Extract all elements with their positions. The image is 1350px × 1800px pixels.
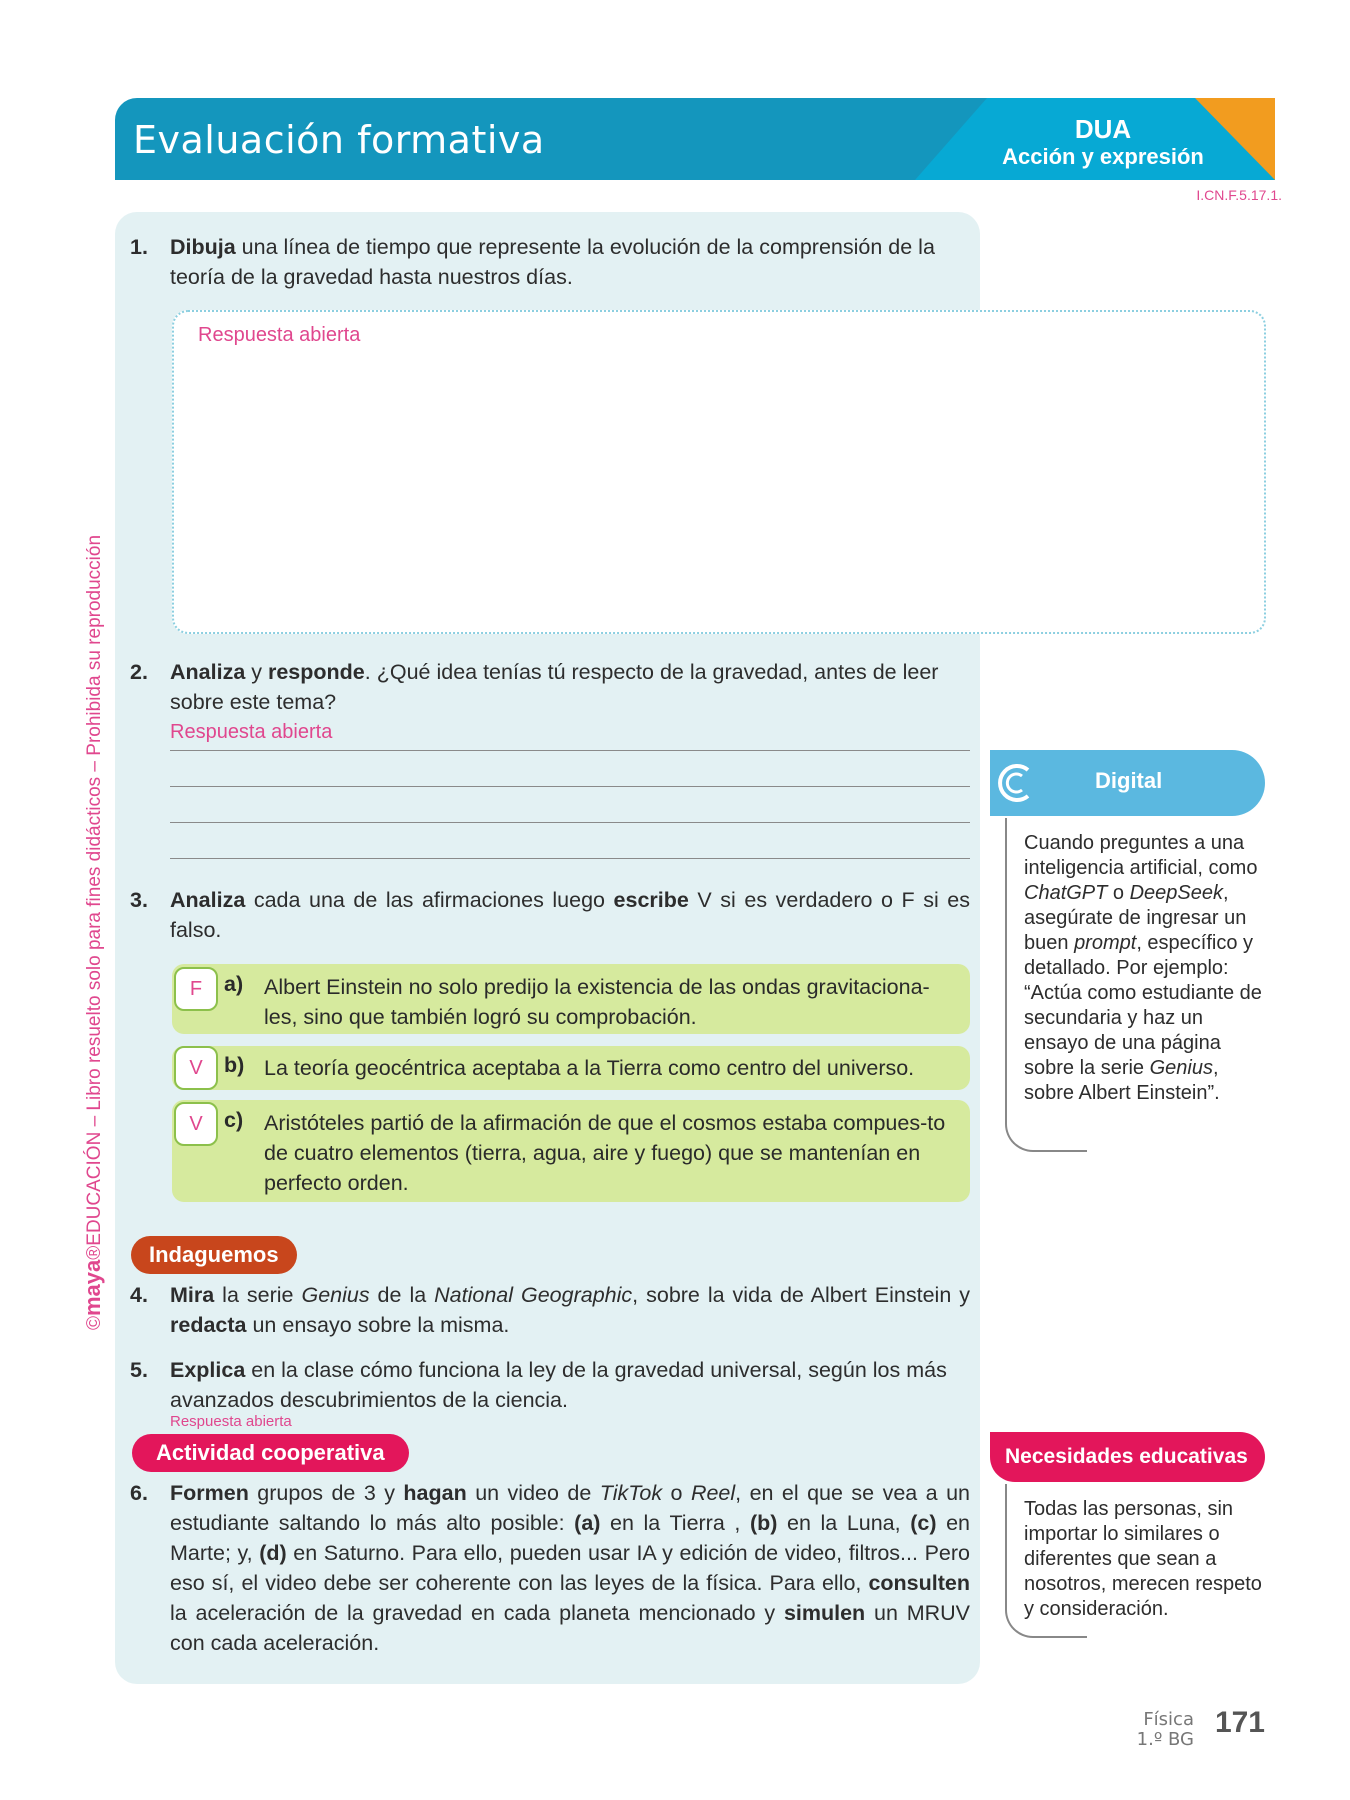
question-text-italic: TikTok [599,1481,663,1505]
digital-text-italic: ChatGPT [1024,882,1108,904]
question-5 [130,1355,970,1415]
question-verb: Formen [170,1481,249,1505]
question-verb: Dibuja [170,235,236,259]
curriculum-code: I.CN.F.5.17.1. [1196,187,1282,203]
option-marker: (c) [910,1511,937,1535]
option-marker: (b) [749,1511,778,1535]
question-text: en la clase cómo funciona la ley de la gravedad universal, según los más avanzados descubrimientos de la ciencia. [170,1358,947,1412]
question-verb: redacta [170,1313,247,1337]
question-text: , en el que se vea a un estudiante saltando lo más alto posible: [170,1481,970,1535]
question-verb: simulen [783,1601,866,1625]
question-1 [130,232,970,292]
question-text: la aceleración de la gravedad en cada planeta mencionado y [170,1601,784,1625]
registered-symbol: ® [84,1245,105,1260]
answer-line[interactable] [170,858,970,859]
question-number: 4. [130,1283,148,1307]
question-text: V si es verdadero o F si es falso. [170,888,970,942]
digital-text-part: o [1107,882,1130,904]
question-text-italic: Genius [301,1283,370,1307]
answer-line[interactable] [170,750,970,751]
option-marker: (d) [259,1541,287,1565]
item-letter: c) [224,1108,244,1132]
digital-text-part: , específico y detallado. Por ejemplo: “Actúa como estudiante de secundaria y haz un ensayo de una página sobre la serie [1024,932,1262,1079]
digital-text [1024,831,1262,1106]
footer-subject [1137,1710,1194,1750]
answer-box[interactable]: V [174,1102,218,1146]
question-number: 3. [130,888,148,912]
necesidades-text: Todas las personas, sin importar lo similares o diferentes que sean a nosotros, merecen respeto y consideración. [1024,1498,1262,1620]
question-number: 2. [130,660,148,684]
question-text-italic: National Geographic [434,1283,633,1307]
digital-label: Digital [1095,768,1163,793]
question-3 [130,885,970,945]
true-false-item [172,1046,970,1090]
question-2 [130,657,970,717]
question-text: , sobre la vida de Albert Einstein y [632,1283,971,1307]
necesidades-label: Necesidades educativas [1005,1445,1248,1468]
question-text: un ensayo sobre la misma. [246,1313,510,1337]
indaguemos-label: Indaguemos [131,1236,297,1274]
question-text: en la Luna, [777,1511,911,1535]
answer-text: Respuesta abierta [170,1413,292,1430]
answer-box[interactable]: V [174,1046,218,1090]
question-text: la serie [214,1283,302,1307]
question-number: 5. [130,1358,148,1382]
answer-line[interactable] [170,786,970,787]
question-verb: Explica [170,1358,246,1382]
item-letter: b) [224,1053,245,1077]
section-header [115,98,1275,180]
copyright-text: EDUCACIÓN – Libro resuelto solo para fines didácticos – Prohibida su reproducción [84,534,105,1246]
true-false-item [172,964,970,1034]
answer-line[interactable] [170,822,970,823]
item-text: Albert Einstein no solo predijo la existencia de las ondas gravitaciona-les, sino que también logró su comprobación. [264,975,930,1029]
question-text: o [662,1481,691,1505]
option-marker: (a) [574,1511,601,1535]
question-text: cada una de las afirmaciones luego [245,888,614,912]
question-text: en Marte; y, [170,1511,971,1565]
question-text: en Saturno. Para ello, pueden usar IA y edición de video, filtros... Pero eso sí, el video debe ser coherente con las leyes de la física. Para ello, [170,1541,970,1595]
question-text-italic: Reel [690,1481,736,1505]
digital-c-icon [994,762,1036,804]
answer-box[interactable]: F [174,967,218,1011]
question-verb: Analiza [170,888,246,912]
question-verb: responde [267,660,365,684]
answer-text: Respuesta abierta [198,324,361,346]
question-verb: hagan [403,1481,467,1505]
question-text: un MRUV con cada aceleración. [170,1601,971,1655]
question-verb: consulten [868,1571,970,1595]
question-verb: Analiza [170,660,246,684]
question-verb: escribe [613,888,689,912]
digital-text-part: Cuando preguntes a una inteligencia artificial, como [1024,832,1258,879]
dua-subtitle: Acción y expresión [1002,144,1204,169]
digital-text-part: , asegúrate de ingresar un buen [1024,882,1247,954]
question-text: un video de [466,1481,600,1505]
item-text: Aristóteles partió de la afirmación de que el cosmos estaba compues-to de cuatro elementos (tierra, agua, aire y fuego) que se mantenían en perfecto orden. [264,1111,946,1195]
question-text: . ¿Qué idea tenías tú respecto de la gravedad, antes de leer sobre este tema? [170,660,939,714]
question-text: una línea de tiempo que represente la evolución de la comprensión de la teoría de la gravedad hasta nuestros días. [170,235,935,289]
page-number: 171 [1214,1706,1265,1739]
digital-text-part: , sobre Albert Einstein”. [1024,1057,1220,1104]
page-title: Evaluación formativa [133,118,545,162]
copyright-vertical-text [80,535,106,1330]
cooperativa-label: Actividad cooperativa [132,1434,409,1472]
question-text: en la Tierra , [600,1511,750,1535]
question-text: de la [369,1283,435,1307]
grade-name: 1.º BG [1136,1729,1194,1750]
drawing-answer-box[interactable] [172,310,1266,634]
true-false-item [172,1100,970,1202]
question-number: 1. [130,235,148,259]
question-4 [130,1280,970,1340]
item-letter: a) [224,972,244,996]
digital-text-italic: Genius [1149,1057,1213,1079]
question-verb: Mira [170,1283,215,1307]
brand-logo: maya [80,1259,105,1316]
answer-text: Respuesta abierta [170,721,333,743]
question-text: grupos de 3 y [248,1481,404,1505]
dua-title: DUA [1074,114,1132,144]
item-text: La teoría geocéntrica aceptaba a la Tierra como centro del universo. [264,1056,915,1080]
question-text-connector: y [245,660,268,684]
digital-text-italic: DeepSeek [1129,882,1224,904]
digital-text-italic: prompt [1074,932,1137,954]
copyright-symbol: © [84,1316,105,1330]
subject-name: Física [1143,1709,1194,1730]
question-6 [130,1478,970,1658]
question-number: 6. [130,1481,148,1505]
